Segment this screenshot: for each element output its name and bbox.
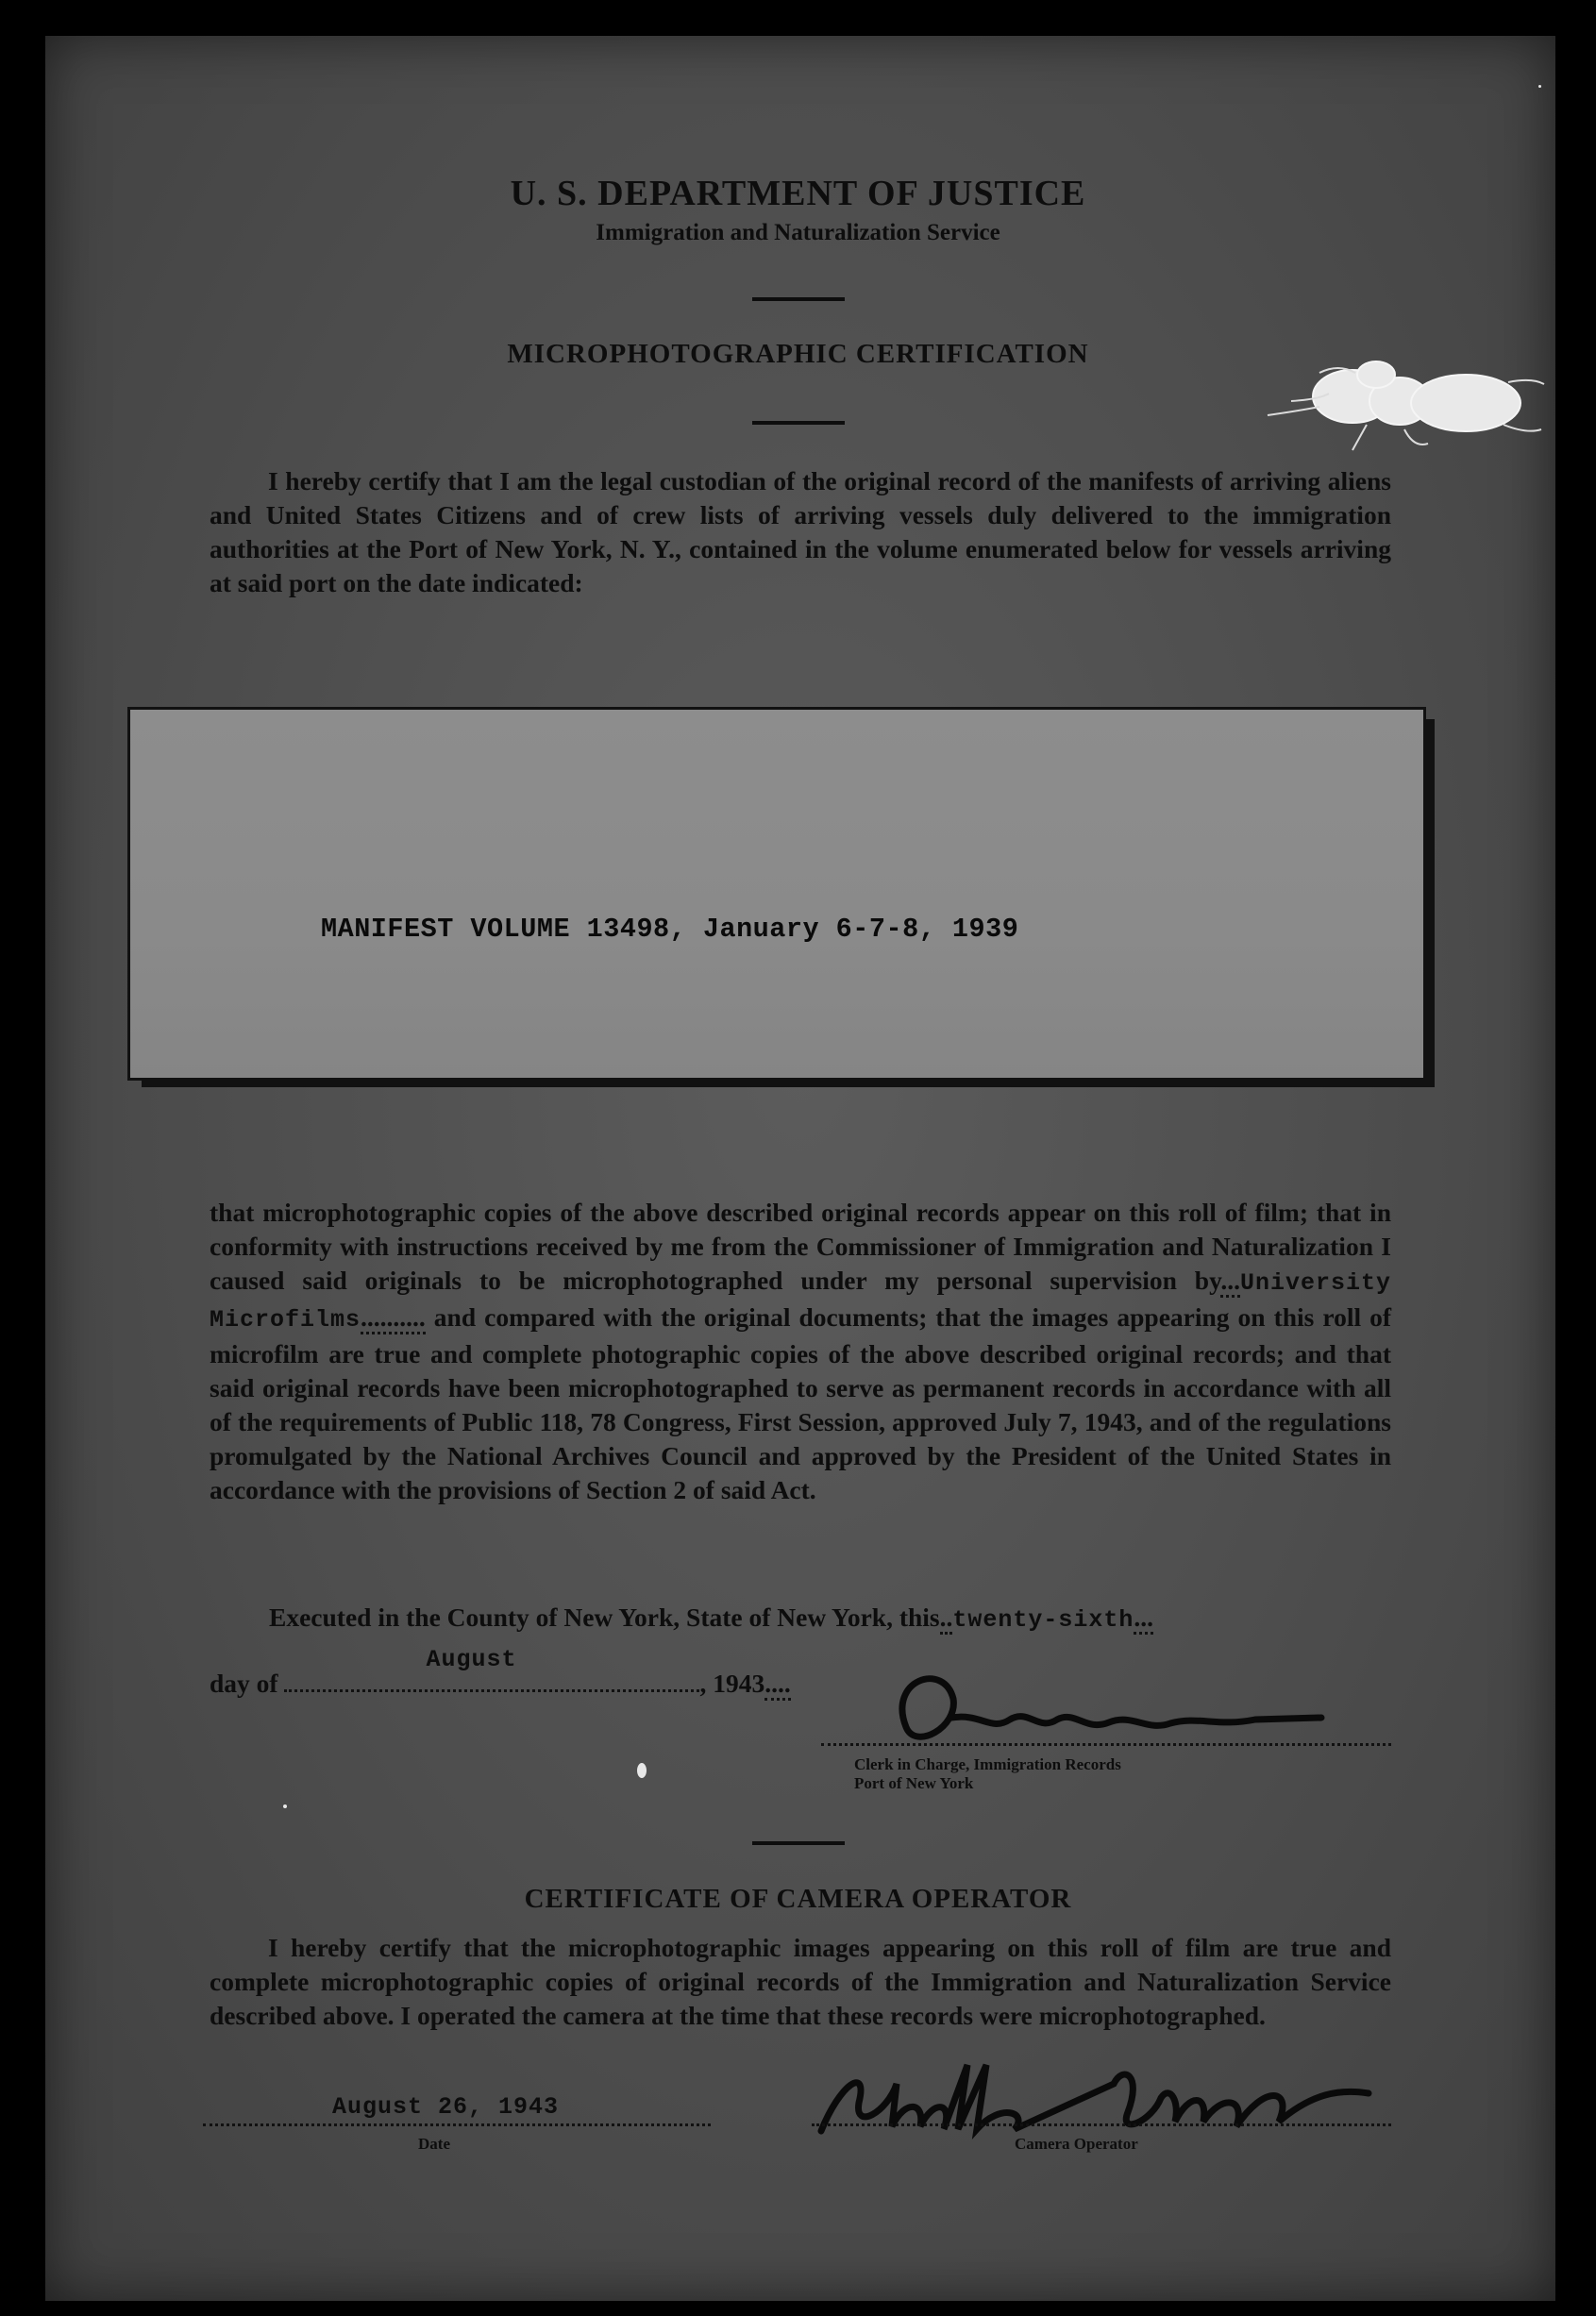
intro-paragraph: I hereby certify that I am the legal custodian of the original record of the manifests of arriving aliens and United States Citizens and of crew lists of arriving vessels duly delivered to the immigration authorities at the Port of New York, N. Y., contained in the volume enumerated below for vessels arriving at said port on the date indicated: [210,466,1391,597]
body-paragraph-part2: and compared with the original documents; that the images appearing on this roll of microfilm are true and complete photographic copies of the above described original records; and that said original records have been microphotographed to serve as permanent records in accordance with all of the requirements of Public 118, 78 Congress, First Session, approved July 7, 1943, and of the regulations promulgated by the National Archives Council and approved by the President of the United States in accordance with the provisions of Section 2 of said Act. [210,1302,1391,1504]
date-label: Date [418,2135,450,2153]
custodian-title: Clerk in Charge, Immigration Records [854,1755,1121,1773]
camera-operator-label: Camera Operator [1015,2135,1138,2153]
body-paragraph-part1: that microphotographic copies of the above described original records appear on this roll of film; that in conformity with instructions received by me from the Commissioner of Immigration and Naturalization I caused said originals to be microphotographed under my personal supervision by [210,1198,1391,1295]
photographer-name: University Microfilms [210,1269,1391,1334]
camera-operator-heading: CERTIFICATE OF CAMERA OPERATOR [524,1884,1072,1914]
manifest-volume-label: MANIFEST VOLUME 13498, January 6-7-8, 1939 [321,914,1019,945]
camera-section-divider [752,1841,845,1845]
body-paragraph: that microphotographic copies of the above described original records appear on this roll of film; that in conformity with instructions received by me from the Commissioner of Immigration and Naturalization I caused said originals to be microphotographed under my personal supervision by...University Microfilms.......... and compared with the original documents; that the images appearing on this roll of microfilm are true and complete photographic copies of the above described original records; and that said original records have been microphotographed to serve as permanent records in accordance with all of the requirements of Public 118, 78 Congress, First Session, approved July 7, 1943, and of the regulations promulgated by the National Archives Council and approved by the President of the United States in accordance with the provisions of Section 2 of said Act. [210,1198,1391,1504]
volume-label-card [130,710,1423,1078]
paper-damage-spot [1263,344,1546,458]
execution-line: Executed in the County of New York, State of New York, this..twenty-sixth... [269,1603,1154,1634]
custodian-signature-line [821,1743,1391,1746]
day-of-label: day of [210,1669,278,1698]
camera-operator-paragraph: I hereby certify that the microphotographic images appearing on this roll of film are true and complete microphotographic copies of original records of the Immigration and Naturalization Service described above. I operated the camera at the time that these records were microphotographed. [210,1933,1391,2030]
execution-year: , 1943 [699,1669,765,1698]
execution-day: twenty-sixth [952,1606,1134,1634]
title-divider [752,421,845,425]
dust-speck [283,1804,287,1808]
department-heading: U. S. DEPARTMENT OF JUSTICE [510,174,1086,213]
header-divider [752,297,845,301]
custodian-signature [878,1661,1331,1765]
execution-month: August [426,1646,517,1673]
date-line: day of August , 1943.... [210,1665,791,1699]
custodian-port: Port of New York [854,1774,974,1792]
dust-speck [637,1763,647,1778]
dust-speck [1538,85,1541,88]
operator-signature-line [812,2123,1391,2126]
certification-title: MICROPHOTOGRAPHIC CERTIFICATION [507,339,1089,369]
date-signature-line [203,2123,711,2126]
camera-date-value: August 26, 1943 [332,2093,560,2121]
service-subheading: Immigration and Naturalization Service [596,220,1000,245]
execution-prefix: Executed in the County of New York, State of New York, this [269,1603,940,1632]
